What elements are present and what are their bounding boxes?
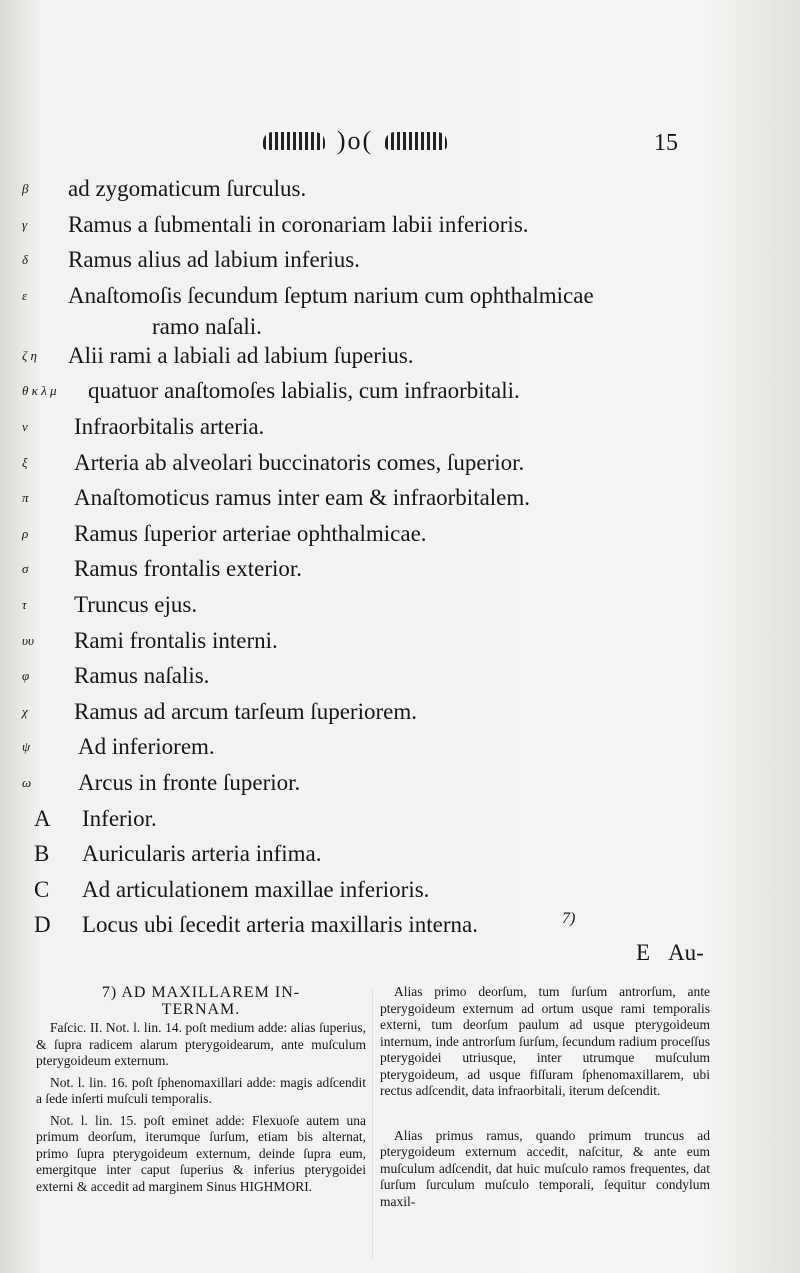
entry-mark: ε — [22, 287, 28, 303]
entry-mark: ν — [22, 418, 28, 434]
note-paragraph: Not. l. lin. 15. poſt eminet adde: Flexuoſe autem una primum deorſum, iterumque ſurſum, etiam bis alternat, primo ſupra pterygoideum externum, deinde ſupra eum, emergitque inter caput ſuperius & inferius pterygoidei externi & accedit ad marginem Sinus HIGHMORI. — [36, 1112, 366, 1194]
entry-mark: β — [22, 181, 29, 196]
legend-entry — [0, 837, 800, 873]
legend-entry — [0, 446, 800, 482]
entry-text: quatuor anaſtomoſes labialis, cum infraorbitali. — [88, 378, 520, 404]
ornament-text: )o( — [336, 126, 374, 155]
note-paragraph: Alias primo deorſum, tum ſurſum antrorſum, ante pterygoideum externum ad ortum usque rami temporalis externi, tum deorſum paulum ad usque pterygoideum internum, inde antrorſum ſurſum, ſecundum radium proceſſus pterygoidei utriusque, inter utrumque muſculum pterygoideum, ad usque fiſſuram ſphenomaxillarem, ubi rectus adſcendit, data infraorbitali, iterum deſcendit. — [380, 984, 710, 1098]
entry-text: Rami frontalis interni. — [74, 627, 278, 653]
legend-entries — [0, 172, 800, 944]
entry-text: Ramus alius ad labium inferius. — [68, 247, 360, 273]
entry-text: Ad inferiorem. — [78, 734, 215, 760]
note-heading — [36, 984, 366, 1018]
legend-entry — [0, 908, 800, 944]
entry-text: Infraorbitalis arteria. — [74, 413, 265, 439]
legend-entry — [0, 873, 800, 909]
legend-entry — [0, 695, 800, 731]
entry-mark: ρ — [22, 525, 29, 541]
ornament-left-icon — [263, 132, 325, 150]
legend-entry — [0, 410, 800, 446]
entry-text: Alii rami a labiali ad labium ſuperius. — [68, 342, 414, 368]
note-paragraph: Alias primus ramus, quando primum truncus ad pterygoideum externum accedit, naſcitur, & ante eum muſculum adſcendit, dat huic muſculo ramos frequentes, dat ſurſum ſurculum muſculo temporali, ſequitur condylum maxil- — [380, 1127, 710, 1209]
note-paragraph: Not. l. lin. 16. poſt ſphenomaxillari adde: magis adſcendit a ſede inſerti muſculi temporalis. — [36, 1074, 366, 1106]
entry-mark: ω — [22, 774, 32, 790]
legend-entry — [0, 802, 800, 838]
footnotes-right-column — [380, 984, 710, 1238]
entry-mark: ξ — [22, 454, 28, 470]
entry-mark: ψ — [22, 739, 31, 755]
legend-entry — [0, 279, 800, 339]
entry-text: Truncus ejus. — [74, 591, 198, 617]
catchword-letter: E — [636, 940, 651, 965]
legend-entry — [0, 552, 800, 588]
legend-entry — [0, 730, 800, 766]
entry-mark: τ — [22, 596, 27, 612]
legend-entry — [0, 339, 800, 375]
entry-text-block — [68, 279, 594, 341]
entry-text: Auricularis arteria infima. — [82, 841, 322, 867]
entry-text: Arteria ab alveolari buccinatoris comes, ſuperior. — [74, 449, 525, 475]
legend-entry — [0, 588, 800, 624]
note-heading-line: TERNAM. — [161, 1001, 241, 1018]
entry-text: ad zygomaticum ſurculus. — [68, 176, 307, 201]
entry-text: Locus ubi ſecedit arteria maxillaris interna. — [82, 912, 478, 938]
footnotes-left-column — [36, 984, 366, 1200]
ornament-right-icon — [385, 132, 447, 150]
entry-mark: B — [34, 841, 50, 867]
legend-entry — [0, 517, 800, 553]
entry-mark: χ — [22, 703, 28, 719]
entry-continuation: ramo naſali. — [152, 313, 262, 339]
legend-entry — [0, 172, 800, 208]
entry-mark: C — [34, 876, 50, 902]
entry-text: Inferior. — [82, 805, 157, 831]
note-heading-line: 7) AD MAXILLAREM IN- — [101, 984, 301, 1001]
legend-entry — [0, 208, 800, 244]
entry-mark: σ — [22, 561, 29, 577]
entry-mark: φ — [22, 668, 30, 684]
note-paragraph: Faſcic. II. Not. l. lin. 14. poſt medium adde: alias ſuperius, & ſupra radicem alarum pterygoidearum, ante muſculum pterygoideum externum. — [36, 1020, 366, 1068]
entry-mark: δ — [22, 252, 29, 268]
legend-entry — [0, 374, 800, 410]
entry-mark: π — [22, 490, 29, 506]
legend-entry — [0, 624, 800, 660]
entry-mark: γ — [22, 216, 28, 232]
entry-mark: θ κ λ μ — [22, 383, 57, 399]
footnote-reference: 7) — [562, 910, 576, 927]
page-number: 15 — [654, 130, 678, 156]
catchword — [618, 940, 704, 966]
entry-text: Arcus in fronte ſuperior. — [78, 769, 301, 795]
entry-text: Ramus ſuperior arteriae ophthalmicae. — [74, 520, 427, 546]
entry-text: Anaſtomoticus ramus inter eam & infraorbitalem. — [74, 485, 531, 511]
entry-text: Ad articulationem maxillae inferioris. — [82, 876, 430, 902]
catchword-word: Au- — [668, 940, 704, 965]
entry-text: Ramus ad arcum tarſeum ſuperiorem. — [74, 698, 417, 724]
legend-entry — [0, 481, 800, 517]
entry-text: Ramus a ſubmentali in coronariam labii inferioris. — [68, 211, 529, 237]
entry-mark: D — [34, 912, 51, 938]
header-ornament — [250, 126, 460, 156]
entry-text: Anaſtomoſis ſecundum ſeptum narium cum ophthalmicae — [68, 282, 594, 308]
entry-mark: υυ — [22, 632, 34, 648]
entry-text: Ramus naſalis. — [74, 663, 210, 689]
entry-text: Ramus frontalis exterior. — [74, 556, 303, 582]
legend-entry — [0, 659, 800, 695]
entry-mark: ζ η — [22, 347, 37, 363]
column-divider — [372, 988, 373, 1258]
entry-mark: A — [34, 805, 51, 831]
legend-entry — [0, 243, 800, 279]
legend-entry — [0, 766, 800, 802]
